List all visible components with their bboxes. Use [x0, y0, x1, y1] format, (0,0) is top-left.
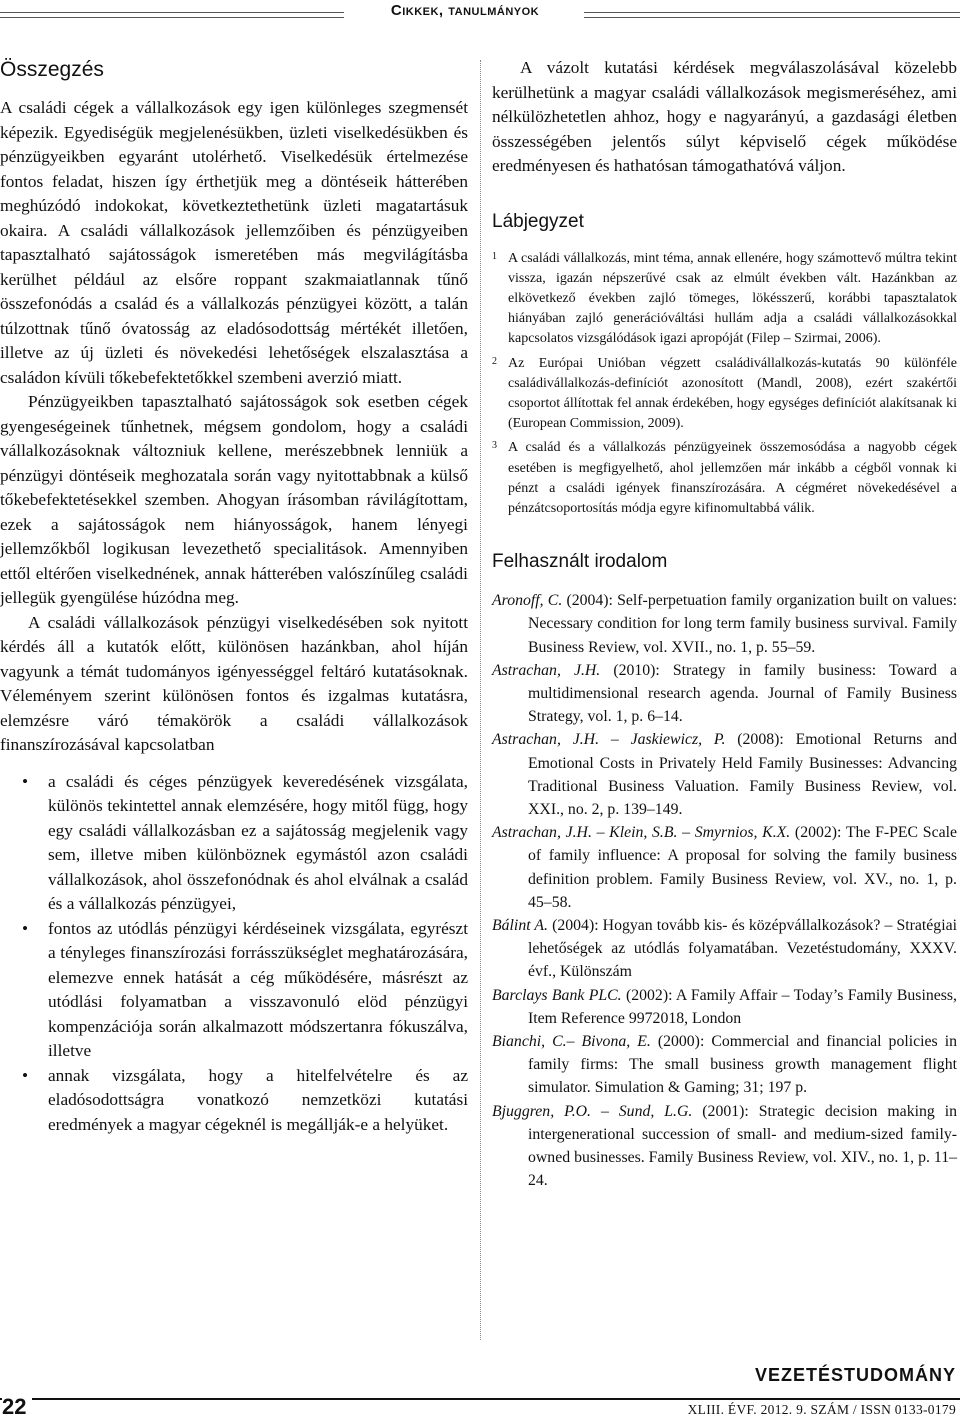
footnote-number: 1: [492, 250, 497, 262]
footnote-text: Az Európai Unióban végzett családivállalkozás-kutatás 90 különféle családivállalkozás-definíciót azonosított (Mandl, 2008), ezért szakértői csoportot állítottak fel annak érdekében, hogy egységes definíciót alakítsanak ki (European Commission, 2009).: [508, 355, 957, 432]
reference-authors: Astrachan, J.H. – Jaskiewicz, P.: [492, 731, 726, 749]
reference-item: [492, 589, 957, 659]
footnote: [492, 354, 957, 435]
column-divider: [480, 60, 481, 1340]
research-topics-list: [0, 770, 468, 1138]
header-rule-right: [584, 12, 960, 18]
reference-authors: Bjuggren, P.O. – Sund, L.G.: [492, 1102, 693, 1120]
summary-paragraph-1: A családi cégek a vállalkozások egy igen különleges szegmensét képezik. Egyediségük megjelenésükben, üzleti viselkedésükben és pénzügyeikben egyaránt utolérhető. Viselkedésük értelmezése fontos feladat, hiszen így érthetjük meg a döntéseik hátterében meghúzódó indokokat, következtethetünk üzleti magatartásuk okaira. A családi vállalkozások jellemzőiben és pénzügyeiben tapasztalható sajátosságok ismeretében más megvilágításba kerülhet például az elsőre roppant szakmaiatlannak tűnő összefonódás a család és a vállalkozás pénzügyei között, a talán túlzottnak tűnő óvatosság az eladósodottság mértékét illetően, illetve az új üzleti és növekedési lehetőségek elszalasztása a családon kívüli tőkebefektetőkkel szembeni averzió miatt.: [0, 98, 468, 387]
list-item-text: a családi és céges pénzügyek keveredésének vizsgálata, különös tekintettel annak elemzésére, hogy mitől függ, hogy egy családi vállalkozásban ez a sajátosság megjelenik vagy sem, illetve miben különböznek egymástól azon családi vállalkozások, ahol összefonódnak és ahol elválnak a család és a vállalkozás pénzügyei,: [48, 771, 468, 913]
closing-paragraph: A vázolt kutatási kérdések megválaszolásával közelebb kerülhetünk a magyar családi vállalkozások megismeréséhez, ami nélkülözhetetlen ahhoz, hogy e nagyarányú, a gazdasági életben összességében jelentős súlyt képviselő cégek működése eredményesen és hathatósan támogathatóvá váljon.: [492, 58, 957, 175]
list-item-text: annak vizsgálata, hogy a hitelfelvételre és az eladósodottságra vonatkozó nemzetközi kutatási eredmények a magyar cégeknél is megállják-e a helyüket.: [48, 1065, 468, 1134]
spacer: [492, 523, 957, 549]
bullet-icon: •: [22, 918, 29, 938]
reference-authors: Barclays Bank PLC.: [492, 986, 622, 1004]
footnotes-heading: Lábjegyzet: [492, 210, 584, 232]
issue-info: XLIII. ÉVF. 2012. 9. SZÁM / ISSN 0133-0179: [687, 1402, 956, 1417]
reference-details: (2008): Emotional Returns and Emotional Costs in Privately Held Family Businesses: Advancing Traditional Business Valuation. Family Business Review, vol. XXI., no. 2, p. 139–149.: [528, 731, 957, 818]
reference-authors: Bálint A.: [492, 916, 549, 934]
bullet-icon: •: [22, 771, 29, 791]
list-item-text: fontos az utódlás pénzügyi kérdéseinek vizsgálata, egyrészt a tényleges finanszírozási forrásszükséglet meghatározására, elemezve ennek hatását a cég működésére, másrészt az utódlási folyamatban a visszavonuló elöd pénzügyi kompenzációja során alkalmazott módszertanra fókuszálva, illetve: [48, 918, 468, 1060]
reference-authors: Bianchi, C.– Bivona, E.: [492, 1033, 651, 1050]
page-number: 22: [2, 1394, 32, 1420]
section-header: Cikkek, tanulmányok: [390, 2, 540, 19]
footnote: [492, 249, 957, 350]
spacer: [492, 179, 957, 209]
reference-details: (2001): Strategic decision making in intergenerational succession of small- and medium-sized family-owned businesses. Family Business Review, vol. XIV., no. 1, p. 11–24.: [528, 1102, 957, 1190]
reference-item: [492, 728, 957, 821]
footnote-text: A család és a vállalkozás pénzügyeinek összemosódása a nagyobb cégek esetében is megfigyelhető, ahol jellemzően már inkább a cégből vonnak ki pénzt a családi igények finanszírozására. A cégméret növekedésével a pénzátcsoportosítás módja egyre kifinomultabbá válik.: [508, 440, 957, 516]
summary-heading: Összegzés: [0, 58, 104, 81]
references-list: [492, 589, 957, 1192]
reference-item: [492, 659, 957, 729]
list-item: [0, 1064, 468, 1138]
reference-authors: Astrachan, J.H.: [492, 661, 601, 679]
reference-item: [492, 1030, 957, 1100]
summary-paragraph-3: A családi vállalkozások pénzügyi viselkedésében sok nyitott kérdés áll a kutatók előtt, különösen hazánkban, ahol híján vagyunk a témát tudományos igényességgel feltáró kutatásoknak. Véleményem szerint különösen fontos és izgalmas kutatásra, elemzésre váró témakörök a családi vállalkozások finanszírozásával kapcsolatban: [0, 612, 468, 754]
reference-details: (2004): Hogyan tovább kis- és középvállalkozások? – Stratégiai lehetőségek az utódlás folyamatában. Vezetéstudomány, XXXV. évf., Különszám: [528, 916, 957, 981]
footnotes-list: [492, 249, 957, 520]
header-rule-left: [0, 12, 344, 18]
reference-details: (2010): Strategy in family business: Toward a multidimensional research agenda. Journal of Family Business Strategy, vol. 1, p. 6–14.: [528, 661, 957, 726]
reference-authors: Aronoff, C.: [492, 592, 563, 610]
references-heading: Felhasznált irodalom: [492, 551, 668, 573]
reference-authors: Astrachan, J.H. – Klein, S.B. – Smyrnios, K.X.: [492, 824, 791, 842]
list-item: [0, 770, 468, 917]
reference-details: (2000): Commercial and financial policies in family firms: The small business growth management flight simulator. Simulation & Gaming; 31; 197 p.: [528, 1033, 957, 1097]
right-column: [492, 56, 957, 1192]
footnote: [492, 438, 957, 519]
footer-rule: [0, 1398, 960, 1400]
journal-name: VEZETÉSTUDOMÁNY: [754, 1365, 956, 1385]
reference-item: [492, 821, 957, 914]
footnote-number: 2: [492, 355, 497, 367]
footnote-text: A családi vállalkozás, mint téma, annak ellenére, hogy számottevő múltra tekint vissza, igazán népszerűvé csak az elmúlt években vált. Hazánkban az elkövetkező években zajló tömeges, lökésszerű, korábbi tapasztalatok hiányában zajló generációváltási hullám adja a családi vállalkozásokkal kapcsolatos vizsgálódások igazi apropóját (Filep – Szirmai, 2006).: [508, 250, 957, 347]
bullet-icon: •: [22, 1065, 29, 1085]
reference-details: (2004): Self-perpetuation family organization built on values: Necessary condition for long term family business survival. Family Business Review, vol. XVII., no. 1, p. 55–59.: [528, 592, 957, 656]
reference-item: [492, 984, 957, 1030]
reference-details: (2002): A Family Affair – Today’s Family Business, Item Reference 9972018, London: [528, 986, 957, 1027]
reference-details: (2002): The F-PEC Scale of family influence: A proposal for solving the family business definition problem. Family Business Review, vol. XV., no. 1, p. 45–58.: [528, 824, 957, 911]
reference-item: [492, 1100, 957, 1193]
left-column: [0, 56, 468, 1137]
reference-item: [492, 914, 957, 984]
list-item: [0, 917, 468, 1064]
summary-paragraph-2: Pénzügyeikben tapasztalható sajátosságok sok esetben cégek gyengeségeinek tűnhetnek, mégsem gondolom, hogy a családi vállalkozásoknak változniuk kellene, merészebbnek lenniük a pénzügyi döntéseik meghozatala során vagy nyitottabbnak a külső tőkebefektetésekkel szemben. Ahogyan írásomban rávilágítottam, ezek a sajátosságok nem hiányosságok, hanem lényegi jellemzőkből logikusan levezethető specialitások. Amennyiben ettől eltérően viselkednének, annak hátterében valószínűleg családi jellegük gyengülése húzódna meg.: [0, 392, 468, 607]
footnote-number: 3: [492, 440, 497, 452]
